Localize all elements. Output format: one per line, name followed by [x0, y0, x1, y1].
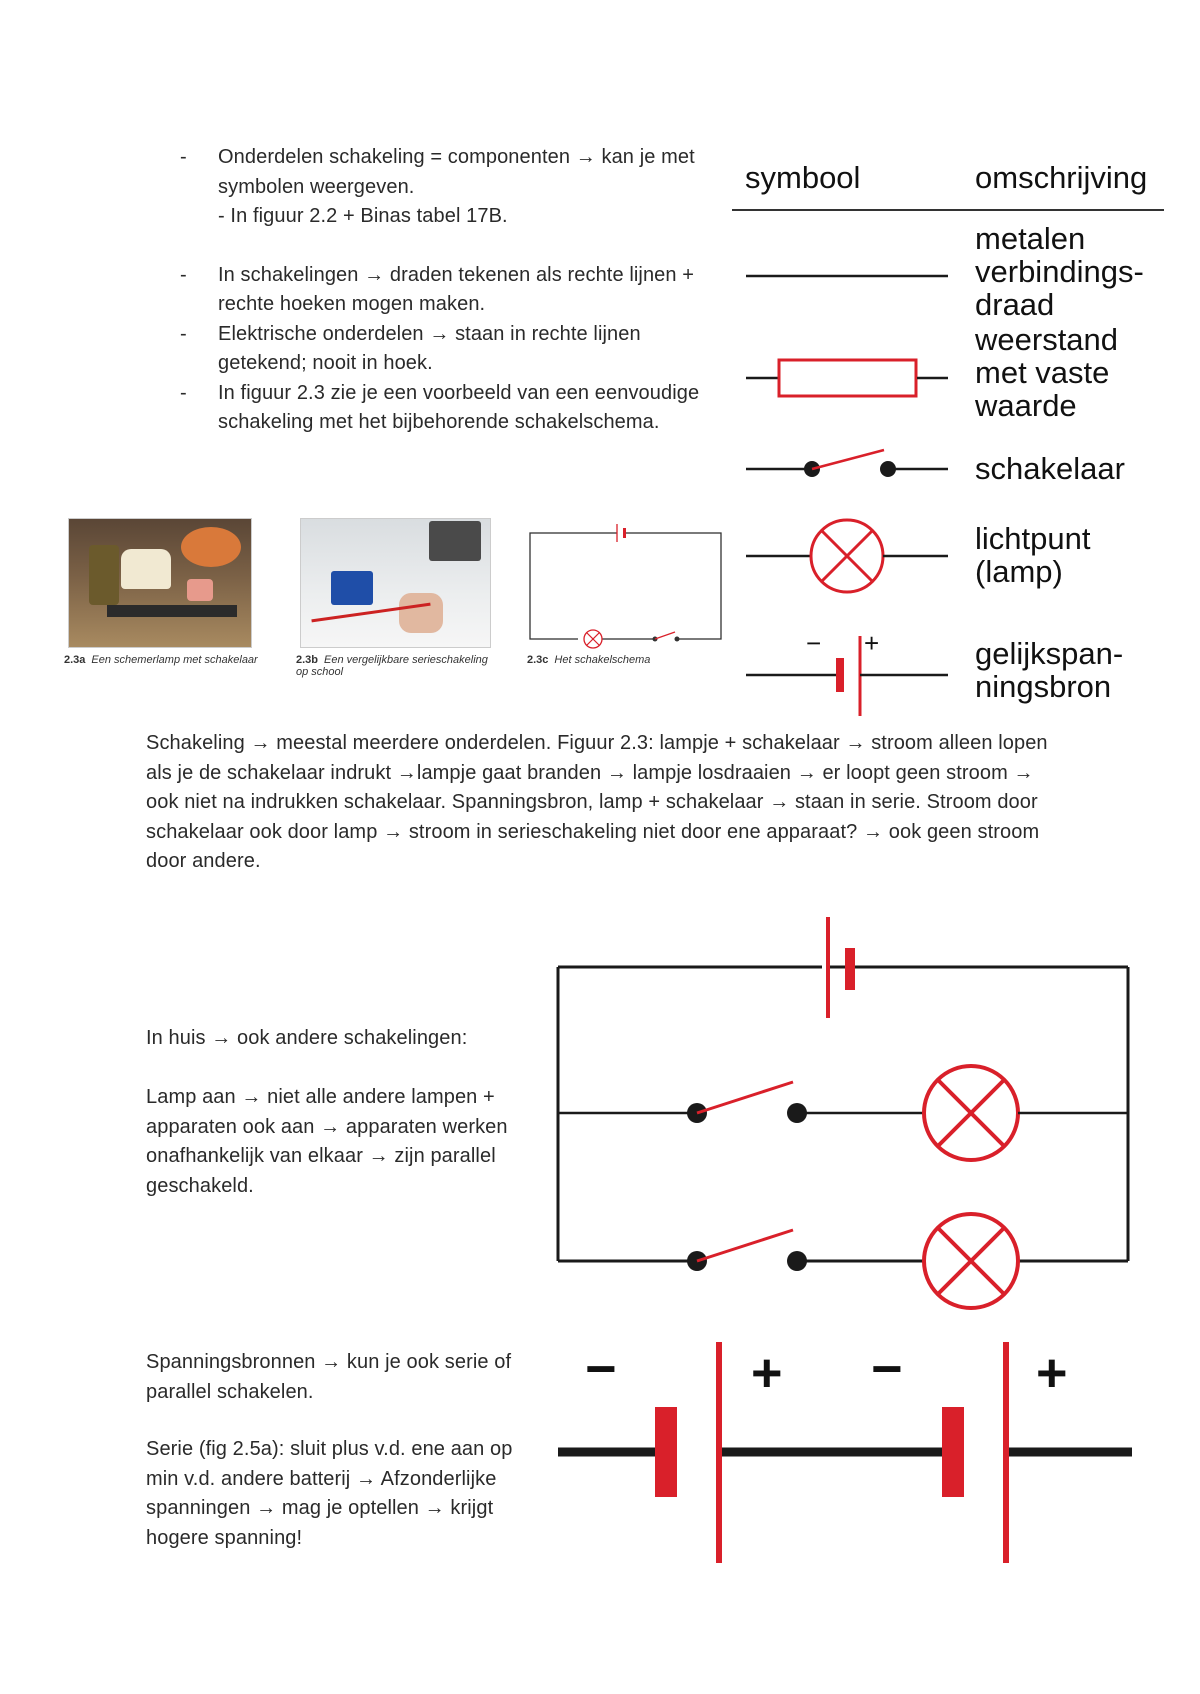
figure-caption: Het schakelschema — [554, 654, 651, 666]
symbol-label-wire: metalen verbindings- draad — [975, 221, 1144, 322]
switch-symbol-icon — [746, 450, 948, 477]
battery1-plus-sign: + — [751, 1343, 783, 1403]
list-item: - In schakelingen → draden tekenen als rechte lijnen + rechte hoeken mogen maken. — [180, 263, 695, 315]
symbol-label-resistor: weerstand met vaste waarde — [975, 322, 1119, 423]
branch-1 — [558, 1066, 1128, 1160]
list-item: - Onderdelen schakeling = componenten → kan je met symbolen weergeven. - In figuur 2.2 + Binas tabel 17B. — [180, 146, 695, 227]
bullet-text: In figuur 2.3 zie je een voorbeeld van een eenvoudige schakeling met het bijbehorende schakelschema. — [218, 381, 700, 433]
series-batteries-paragraph: Serie (fig 2.5a): sluit plus v.d. ene aan op min v.d. andere batterij → Afzonderlijke spanningen → mag je optellen → krijgt hogere spanning! — [146, 1438, 513, 1549]
figure-number: 2.3c — [527, 654, 549, 666]
symbol-label-lamp: lichtpunt (lamp) — [975, 521, 1091, 589]
figure-caption: Een schemerlamp met schakelaar — [91, 654, 258, 666]
symbol-column-header: symbool — [745, 160, 861, 195]
symbol-label-dc-source: gelijkspan- ningsbron — [975, 636, 1124, 704]
bullet-text: Elektrische onderdelen → staan in rechte lijnen getekend; nooit in hoek. — [218, 322, 641, 374]
parallel-intro-paragraph: In huis → ook andere schakelingen: — [146, 1027, 468, 1049]
figure-caption: Een vergelijkbare serieschakeling op school — [296, 654, 488, 678]
parallel-circuit-diagram — [558, 917, 1128, 1308]
bullet-text: Onderdelen schakeling = componenten → kan je met symbolen weergeven. — [218, 146, 695, 198]
series-circuit-paragraph: Schakeling → meestal meerdere onderdelen. Figuur 2.3: lampje + schakelaar → stroom alleen lopen als je de schakelaar indrukt →lampje gaat branden → lampje losdraaien → er loopt geen stroom → ook niet na indrukken schakelaar. Spanningsbron, lamp + schakelaar → staan in serie. Stroom door schakelaar ook door lamp → stroom in serieschakeling niet door ene apparaat? → ook geen stroom door andere. — [146, 732, 1048, 872]
dc-source-minus-sign: − — [806, 628, 822, 658]
bullet-text: In schakelingen → draden tekenen als rechte lijnen + rechte hoeken mogen maken. — [218, 263, 695, 315]
description-column-header: omschrijving — [975, 160, 1148, 195]
parallel-explanation-paragraph: Lamp aan → niet alle andere lampen + apparaten ook aan → apparaten werken onafhankelijk van elkaar → zijn parallel geschakeld. — [146, 1086, 508, 1197]
battery-series-diagram — [558, 1339, 1132, 1563]
figure-2-3c-schematic — [530, 524, 721, 648]
symbol-label-switch: schakelaar — [975, 451, 1125, 486]
dc-source-plus-sign: + — [864, 628, 880, 658]
battery2-minus-sign: − — [871, 1339, 903, 1399]
list-item: - In figuur 2.3 zie je een voorbeeld van een eenvoudige schakeling met het bijbehorende schakelschema. — [180, 381, 700, 433]
dc-source-symbol-icon — [746, 636, 948, 716]
lamp-symbol-icon — [746, 520, 948, 592]
figure-number: 2.3a — [64, 654, 86, 666]
sub-note: - In figuur 2.2 + Binas tabel 17B. — [218, 205, 508, 227]
battery2-plus-sign: + — [1036, 1343, 1068, 1403]
resistor-symbol-icon — [746, 360, 948, 396]
voltage-sources-paragraph: Spanningsbronnen → kun je ook serie of parallel schakelen. — [146, 1351, 512, 1403]
figure-number: 2.3b — [296, 654, 319, 666]
list-item: - Elektrische onderdelen → staan in rechte lijnen getekend; nooit in hoek. — [180, 322, 641, 374]
battery1-minus-sign: − — [585, 1339, 617, 1399]
